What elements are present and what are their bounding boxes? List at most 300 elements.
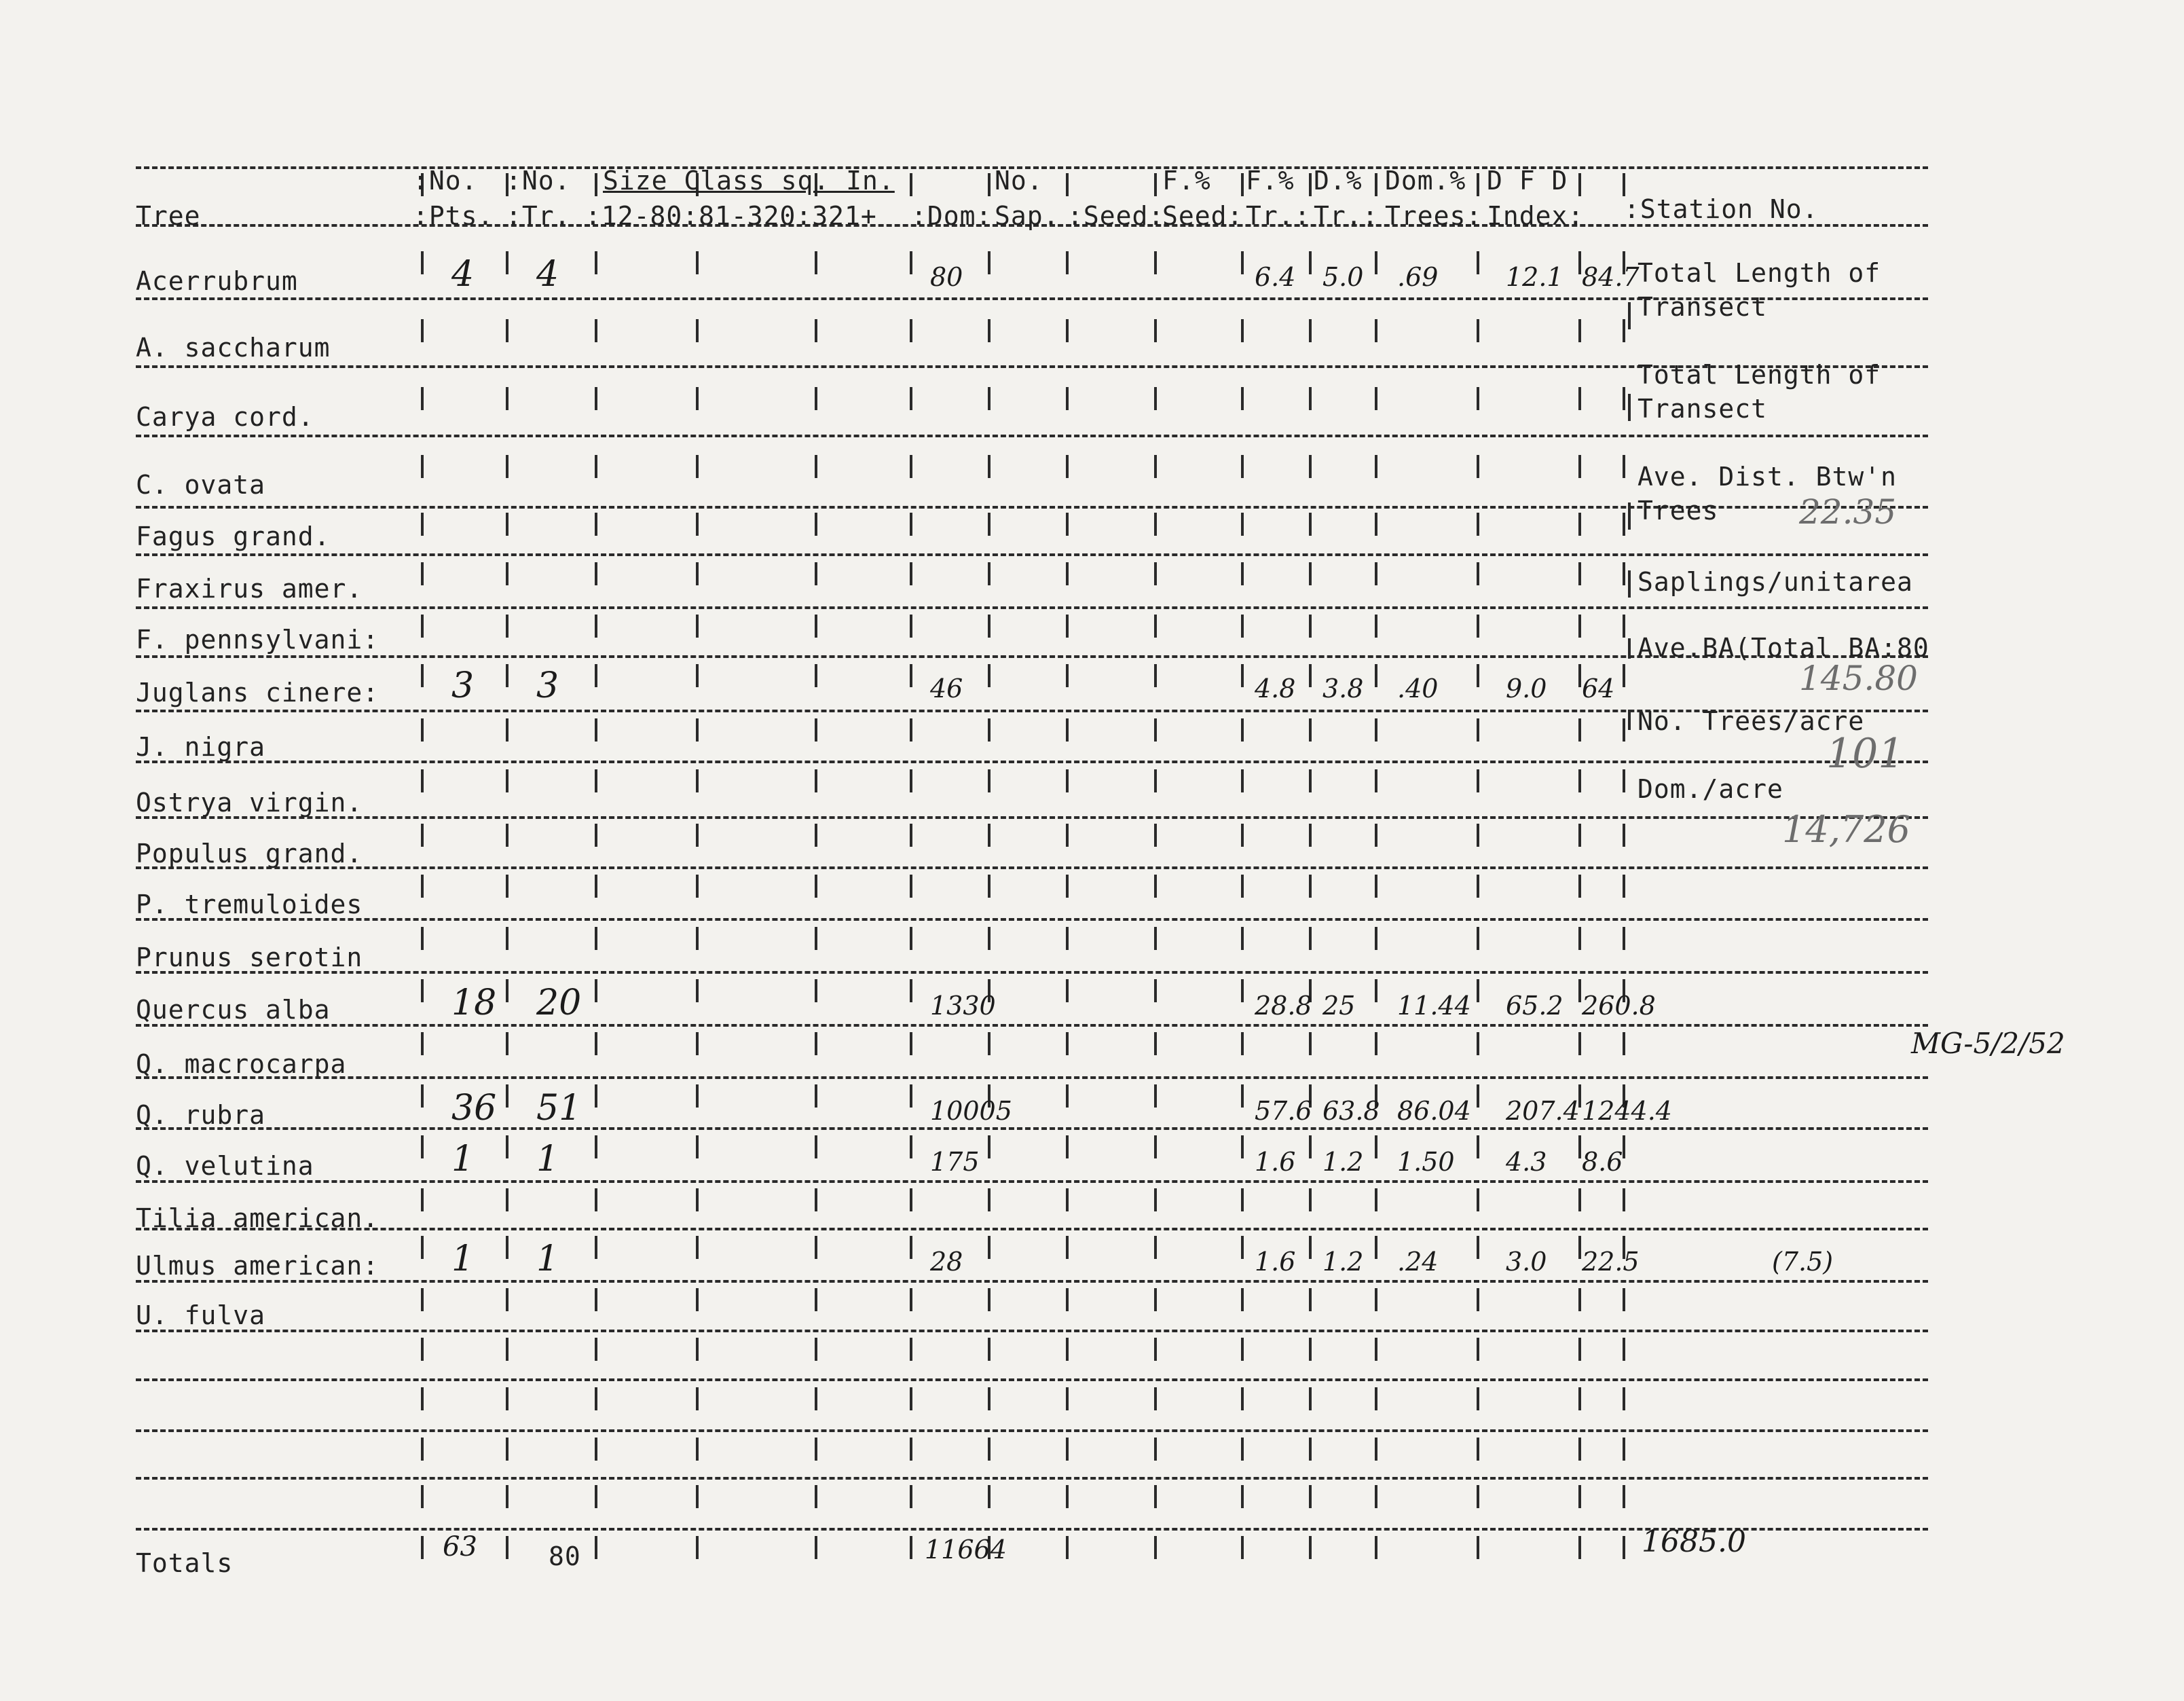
header-f-seed-1: F.% bbox=[1162, 166, 1211, 196]
bracket bbox=[1628, 710, 1631, 730]
cell-d-tr: 63.8 bbox=[1322, 1096, 1380, 1126]
column-tick bbox=[506, 319, 508, 342]
column-tick bbox=[1578, 875, 1581, 898]
cell-dfd: 4.3 bbox=[1506, 1147, 1547, 1177]
column-tick bbox=[1309, 1485, 1312, 1508]
column-tick bbox=[1066, 1135, 1069, 1158]
rule bbox=[136, 553, 1928, 556]
column-tick bbox=[1154, 769, 1157, 792]
rule bbox=[136, 1127, 1928, 1130]
tree-name: Ostrya virgin. bbox=[136, 788, 363, 818]
column-tick bbox=[988, 1288, 991, 1311]
column-tick bbox=[1066, 927, 1069, 950]
column-tick bbox=[815, 455, 817, 478]
column-tick bbox=[1241, 824, 1244, 847]
cell-f-tr: 57.6 bbox=[1255, 1096, 1312, 1126]
column-tick bbox=[1477, 1084, 1479, 1108]
column-tick bbox=[1623, 664, 1625, 687]
column-tick bbox=[696, 824, 699, 847]
tree-name: Acerrubrum bbox=[136, 266, 298, 296]
column-tick bbox=[1241, 173, 1244, 196]
column-tick bbox=[421, 824, 424, 847]
column-tick bbox=[506, 1288, 508, 1311]
column-tick bbox=[696, 1485, 699, 1508]
column-tick bbox=[910, 1288, 912, 1311]
column-tick bbox=[815, 979, 817, 1002]
column-tick bbox=[696, 718, 699, 742]
column-tick bbox=[1154, 615, 1157, 638]
column-tick bbox=[988, 562, 991, 585]
column-tick bbox=[815, 769, 817, 792]
column-tick bbox=[1623, 615, 1625, 638]
column-tick bbox=[1477, 718, 1479, 742]
column-tick bbox=[988, 513, 991, 536]
column-tick bbox=[1066, 1188, 1069, 1211]
column-tick bbox=[595, 173, 597, 196]
column-tick bbox=[1154, 251, 1157, 274]
rule bbox=[136, 1429, 1928, 1432]
column-tick bbox=[988, 1032, 991, 1055]
column-tick bbox=[1578, 979, 1581, 1002]
column-tick bbox=[1578, 1236, 1581, 1259]
column-tick bbox=[1066, 1387, 1069, 1410]
column-tick bbox=[696, 1536, 699, 1559]
cell-dfd: 9.0 bbox=[1506, 674, 1547, 703]
column-tick bbox=[421, 1485, 424, 1508]
column-tick bbox=[1066, 769, 1069, 792]
column-tick bbox=[506, 718, 508, 742]
header-sap-2: Sap. bbox=[995, 201, 1060, 231]
column-tick bbox=[595, 769, 597, 792]
cell-dom: 10005 bbox=[930, 1096, 1012, 1126]
column-tick bbox=[1154, 455, 1157, 478]
column-tick bbox=[988, 1338, 991, 1361]
column-tick bbox=[1375, 1438, 1377, 1461]
column-tick bbox=[506, 615, 508, 638]
column-tick bbox=[1154, 1084, 1157, 1108]
column-tick bbox=[1154, 718, 1157, 742]
column-tick bbox=[421, 875, 424, 898]
column-tick bbox=[1623, 1536, 1625, 1559]
column-tick bbox=[1578, 615, 1581, 638]
column-tick bbox=[1578, 513, 1581, 536]
column-tick bbox=[1623, 319, 1625, 342]
header-d-tr-2: Tr.: bbox=[1314, 201, 1379, 231]
column-tick bbox=[1241, 1485, 1244, 1508]
column-tick bbox=[1241, 387, 1244, 410]
column-tick bbox=[696, 251, 699, 274]
column-tick bbox=[696, 562, 699, 585]
column-tick bbox=[988, 173, 991, 196]
bracket bbox=[1628, 638, 1631, 659]
tree-name: Prunus serotin bbox=[136, 943, 363, 972]
column-tick bbox=[1477, 1236, 1479, 1259]
cell-dom-trees: .40 bbox=[1397, 674, 1439, 703]
right-label: Transect bbox=[1637, 394, 1768, 424]
right-label: Trees bbox=[1637, 496, 1719, 526]
column-tick bbox=[1477, 824, 1479, 847]
column-tick bbox=[1375, 1536, 1377, 1559]
column-tick bbox=[1623, 1438, 1625, 1461]
column-tick bbox=[1375, 664, 1377, 687]
column-tick bbox=[1623, 455, 1625, 478]
column-tick bbox=[1154, 1288, 1157, 1311]
column-tick bbox=[988, 1188, 991, 1211]
right-label: Total Length of bbox=[1637, 360, 1881, 390]
rule bbox=[136, 1330, 1928, 1332]
column-tick bbox=[1578, 824, 1581, 847]
column-tick bbox=[815, 1084, 817, 1108]
column-tick bbox=[1309, 927, 1312, 950]
column-tick bbox=[1375, 251, 1377, 274]
column-tick bbox=[1375, 824, 1377, 847]
column-tick bbox=[1066, 1236, 1069, 1259]
cell-dom-trees: .24 bbox=[1397, 1247, 1439, 1277]
column-tick bbox=[595, 562, 597, 585]
column-tick bbox=[1309, 718, 1312, 742]
column-tick bbox=[1578, 769, 1581, 792]
header-d-tr-1: D.% bbox=[1314, 166, 1363, 196]
column-tick bbox=[1309, 455, 1312, 478]
cell-dom-trees: .69 bbox=[1397, 262, 1439, 292]
column-tick bbox=[506, 513, 508, 536]
header-sap-1: No. bbox=[995, 166, 1043, 196]
cell-dom: 46 bbox=[930, 674, 963, 703]
cell-dfd: 12.1 bbox=[1506, 262, 1563, 292]
column-tick bbox=[1066, 979, 1069, 1002]
column-tick bbox=[815, 875, 817, 898]
column-tick bbox=[1578, 1338, 1581, 1361]
column-tick bbox=[1477, 875, 1479, 898]
column-tick bbox=[988, 387, 991, 410]
column-tick bbox=[421, 1188, 424, 1211]
column-tick bbox=[1309, 1188, 1312, 1211]
column-tick bbox=[1309, 769, 1312, 792]
column-tick bbox=[1623, 875, 1625, 898]
column-tick bbox=[1241, 615, 1244, 638]
column-tick bbox=[1154, 979, 1157, 1002]
column-tick bbox=[1477, 927, 1479, 950]
column-tick bbox=[910, 562, 912, 585]
column-tick bbox=[1578, 1188, 1581, 1211]
column-tick bbox=[1477, 1485, 1479, 1508]
header-dom-trees-1: Dom.% bbox=[1385, 166, 1466, 196]
column-tick bbox=[1309, 387, 1312, 410]
column-tick bbox=[506, 875, 508, 898]
tree-name: A. saccharum bbox=[136, 333, 331, 363]
column-tick bbox=[1066, 562, 1069, 585]
cell-pts: 4 bbox=[451, 254, 475, 295]
column-tick bbox=[1477, 319, 1479, 342]
column-tick bbox=[1309, 1387, 1312, 1410]
column-tick bbox=[910, 979, 912, 1002]
column-tick bbox=[1066, 173, 1069, 196]
column-tick bbox=[1623, 769, 1625, 792]
column-tick bbox=[910, 1438, 912, 1461]
column-tick bbox=[1623, 562, 1625, 585]
tree-name: P. tremuloides bbox=[136, 890, 363, 919]
column-tick bbox=[910, 927, 912, 950]
column-tick bbox=[696, 1288, 699, 1311]
column-tick bbox=[1309, 1236, 1312, 1259]
column-tick bbox=[1241, 1338, 1244, 1361]
cell-tr: 51 bbox=[536, 1088, 582, 1129]
column-tick bbox=[910, 664, 912, 687]
rule bbox=[136, 1024, 1928, 1027]
column-tick bbox=[1241, 251, 1244, 274]
column-tick bbox=[1241, 562, 1244, 585]
column-tick bbox=[1066, 875, 1069, 898]
column-tick bbox=[1241, 1084, 1244, 1108]
column-tick bbox=[1578, 1288, 1581, 1311]
column-tick bbox=[1154, 1485, 1157, 1508]
column-tick bbox=[1154, 1536, 1157, 1559]
column-tick bbox=[595, 1188, 597, 1211]
column-tick bbox=[421, 319, 424, 342]
column-tick bbox=[1623, 173, 1625, 196]
column-tick bbox=[1375, 173, 1377, 196]
column-tick bbox=[421, 664, 424, 687]
column-tick bbox=[1623, 824, 1625, 847]
column-tick bbox=[421, 769, 424, 792]
rule bbox=[136, 761, 1928, 763]
column-tick bbox=[1066, 455, 1069, 478]
column-tick bbox=[1154, 562, 1157, 585]
column-tick bbox=[988, 1387, 991, 1410]
cell-pts: 36 bbox=[451, 1088, 497, 1129]
column-tick bbox=[910, 824, 912, 847]
column-tick bbox=[910, 173, 912, 196]
column-tick bbox=[1241, 1135, 1244, 1158]
totals-tr: 80 bbox=[549, 1541, 581, 1571]
cell-d-tr: 5.0 bbox=[1322, 262, 1364, 292]
column-tick bbox=[421, 513, 424, 536]
column-tick bbox=[506, 1485, 508, 1508]
column-tick bbox=[1154, 1438, 1157, 1461]
header-dom: :Dom: bbox=[911, 201, 993, 231]
column-tick bbox=[696, 1338, 699, 1361]
header-seed: :Seed: bbox=[1067, 201, 1165, 231]
tree-name: Fraxirus amer. bbox=[136, 574, 363, 604]
column-tick bbox=[1375, 1338, 1377, 1361]
column-tick bbox=[1066, 615, 1069, 638]
column-tick bbox=[1375, 769, 1377, 792]
column-tick bbox=[1623, 387, 1625, 410]
column-tick bbox=[1066, 1032, 1069, 1055]
column-tick bbox=[506, 1338, 508, 1361]
rule bbox=[136, 435, 1928, 437]
column-tick bbox=[1578, 387, 1581, 410]
date-note: MG-5/2/52 bbox=[1911, 1027, 2065, 1060]
cell-dom-trees: 11.44 bbox=[1397, 991, 1471, 1021]
column-tick bbox=[910, 1387, 912, 1410]
column-tick bbox=[1154, 173, 1157, 196]
column-tick bbox=[696, 1084, 699, 1108]
column-tick bbox=[421, 1236, 424, 1259]
column-tick bbox=[1241, 455, 1244, 478]
column-tick bbox=[1477, 562, 1479, 585]
column-tick bbox=[1375, 562, 1377, 585]
column-tick bbox=[421, 979, 424, 1002]
column-tick bbox=[910, 769, 912, 792]
column-tick bbox=[1477, 1387, 1479, 1410]
totals-dom: 11664 bbox=[925, 1535, 1007, 1565]
cell-d-tr: 1.2 bbox=[1322, 1247, 1364, 1277]
column-tick bbox=[595, 251, 597, 274]
tree-name: Juglans cinere: bbox=[136, 678, 380, 708]
column-tick bbox=[1066, 387, 1069, 410]
column-tick bbox=[910, 1338, 912, 1361]
cell-tr: 1 bbox=[536, 1239, 559, 1279]
right-label: Saplings/unitarea bbox=[1637, 567, 1913, 597]
header-f-tr-2: Tr.: bbox=[1246, 201, 1311, 231]
column-tick bbox=[421, 387, 424, 410]
column-tick bbox=[1066, 319, 1069, 342]
column-tick bbox=[815, 1288, 817, 1311]
column-tick bbox=[506, 251, 508, 274]
column-tick bbox=[815, 1387, 817, 1410]
cell-dom: 175 bbox=[930, 1147, 980, 1177]
tree-name: Carya cord. bbox=[136, 402, 314, 432]
right-label: Dom./acre bbox=[1637, 774, 1783, 804]
cell-d-tr: 25 bbox=[1322, 991, 1356, 1021]
column-tick bbox=[595, 1338, 597, 1361]
right-label: Total Length of bbox=[1637, 258, 1881, 288]
column-tick bbox=[988, 769, 991, 792]
totals-pts: 63 bbox=[443, 1531, 477, 1562]
column-tick bbox=[1477, 1032, 1479, 1055]
column-tick bbox=[815, 664, 817, 687]
column-tick bbox=[696, 1387, 699, 1410]
header-f-seed-2: Seed: bbox=[1162, 201, 1244, 231]
column-tick bbox=[1578, 927, 1581, 950]
cell-f-tr: 1.6 bbox=[1255, 1247, 1296, 1277]
column-tick bbox=[595, 1485, 597, 1508]
column-tick bbox=[696, 1188, 699, 1211]
column-tick bbox=[1375, 718, 1377, 742]
column-tick bbox=[1477, 455, 1479, 478]
column-tick bbox=[1623, 1135, 1625, 1158]
column-tick bbox=[815, 319, 817, 342]
column-tick bbox=[988, 1438, 991, 1461]
tree-name: Q. rubra bbox=[136, 1100, 266, 1130]
column-tick bbox=[815, 1485, 817, 1508]
column-tick bbox=[1066, 1338, 1069, 1361]
column-tick bbox=[421, 1032, 424, 1055]
column-tick bbox=[1309, 1288, 1312, 1311]
cell-dfd: 65.2 bbox=[1506, 991, 1563, 1021]
column-tick bbox=[815, 1536, 817, 1559]
column-tick bbox=[1066, 664, 1069, 687]
column-tick bbox=[506, 824, 508, 847]
column-tick bbox=[506, 1536, 508, 1559]
column-tick bbox=[1309, 513, 1312, 536]
column-tick bbox=[1375, 927, 1377, 950]
header-f-tr-1: F.% bbox=[1246, 166, 1295, 196]
column-tick bbox=[1623, 1387, 1625, 1410]
column-tick bbox=[910, 513, 912, 536]
column-tick bbox=[1309, 1338, 1312, 1361]
right-label: Ave.BA(Total BA:80 bbox=[1637, 633, 1929, 663]
column-tick bbox=[595, 455, 597, 478]
header-size-class: Size Class sq. In. bbox=[603, 166, 895, 196]
column-tick bbox=[1309, 1438, 1312, 1461]
column-tick bbox=[1477, 1135, 1479, 1158]
column-tick bbox=[1578, 1387, 1581, 1410]
column-tick bbox=[1375, 1188, 1377, 1211]
column-tick bbox=[1477, 387, 1479, 410]
column-tick bbox=[696, 1438, 699, 1461]
column-tick bbox=[1154, 824, 1157, 847]
column-tick bbox=[421, 1288, 424, 1311]
column-tick bbox=[1375, 1236, 1377, 1259]
column-tick bbox=[1241, 664, 1244, 687]
column-tick bbox=[1578, 1438, 1581, 1461]
column-tick bbox=[1066, 1485, 1069, 1508]
column-tick bbox=[1578, 718, 1581, 742]
column-tick bbox=[1309, 1032, 1312, 1055]
column-tick bbox=[815, 927, 817, 950]
column-tick bbox=[1154, 513, 1157, 536]
column-tick bbox=[1309, 173, 1312, 196]
column-tick bbox=[1578, 562, 1581, 585]
column-tick bbox=[815, 1032, 817, 1055]
column-tick bbox=[1241, 319, 1244, 342]
column-tick bbox=[595, 513, 597, 536]
column-tick bbox=[1241, 769, 1244, 792]
tree-name: C. ovata bbox=[136, 470, 266, 500]
column-tick bbox=[815, 824, 817, 847]
column-tick bbox=[910, 455, 912, 478]
column-tick bbox=[1241, 1438, 1244, 1461]
column-tick bbox=[988, 875, 991, 898]
column-tick bbox=[696, 615, 699, 638]
column-tick bbox=[696, 387, 699, 410]
column-tick bbox=[421, 455, 424, 478]
column-tick bbox=[988, 1485, 991, 1508]
column-tick bbox=[1578, 664, 1581, 687]
column-tick bbox=[1578, 173, 1581, 196]
column-tick bbox=[506, 1084, 508, 1108]
cell-f-tr: 28.8 bbox=[1255, 991, 1312, 1021]
column-tick bbox=[1154, 1032, 1157, 1055]
cell-tr: 4 bbox=[536, 254, 559, 295]
cell-pts: 18 bbox=[451, 983, 497, 1023]
column-tick bbox=[421, 718, 424, 742]
column-tick bbox=[1154, 1387, 1157, 1410]
column-tick bbox=[1309, 1135, 1312, 1158]
column-tick bbox=[1375, 1485, 1377, 1508]
column-tick bbox=[1375, 1135, 1377, 1158]
column-tick bbox=[1578, 251, 1581, 274]
column-tick bbox=[910, 1135, 912, 1158]
totals-last: 1685.0 bbox=[1642, 1524, 1746, 1559]
header-no-pts-2: :Pts. bbox=[413, 201, 494, 231]
column-tick bbox=[815, 251, 817, 274]
column-tick bbox=[1309, 562, 1312, 585]
column-tick bbox=[1066, 1084, 1069, 1108]
column-tick bbox=[506, 387, 508, 410]
column-tick bbox=[506, 1135, 508, 1158]
column-tick bbox=[1309, 875, 1312, 898]
column-tick bbox=[1578, 1485, 1581, 1508]
column-tick bbox=[1578, 1135, 1581, 1158]
column-tick bbox=[1375, 455, 1377, 478]
column-tick bbox=[1241, 875, 1244, 898]
column-tick bbox=[1375, 875, 1377, 898]
column-tick bbox=[910, 1236, 912, 1259]
column-tick bbox=[506, 927, 508, 950]
